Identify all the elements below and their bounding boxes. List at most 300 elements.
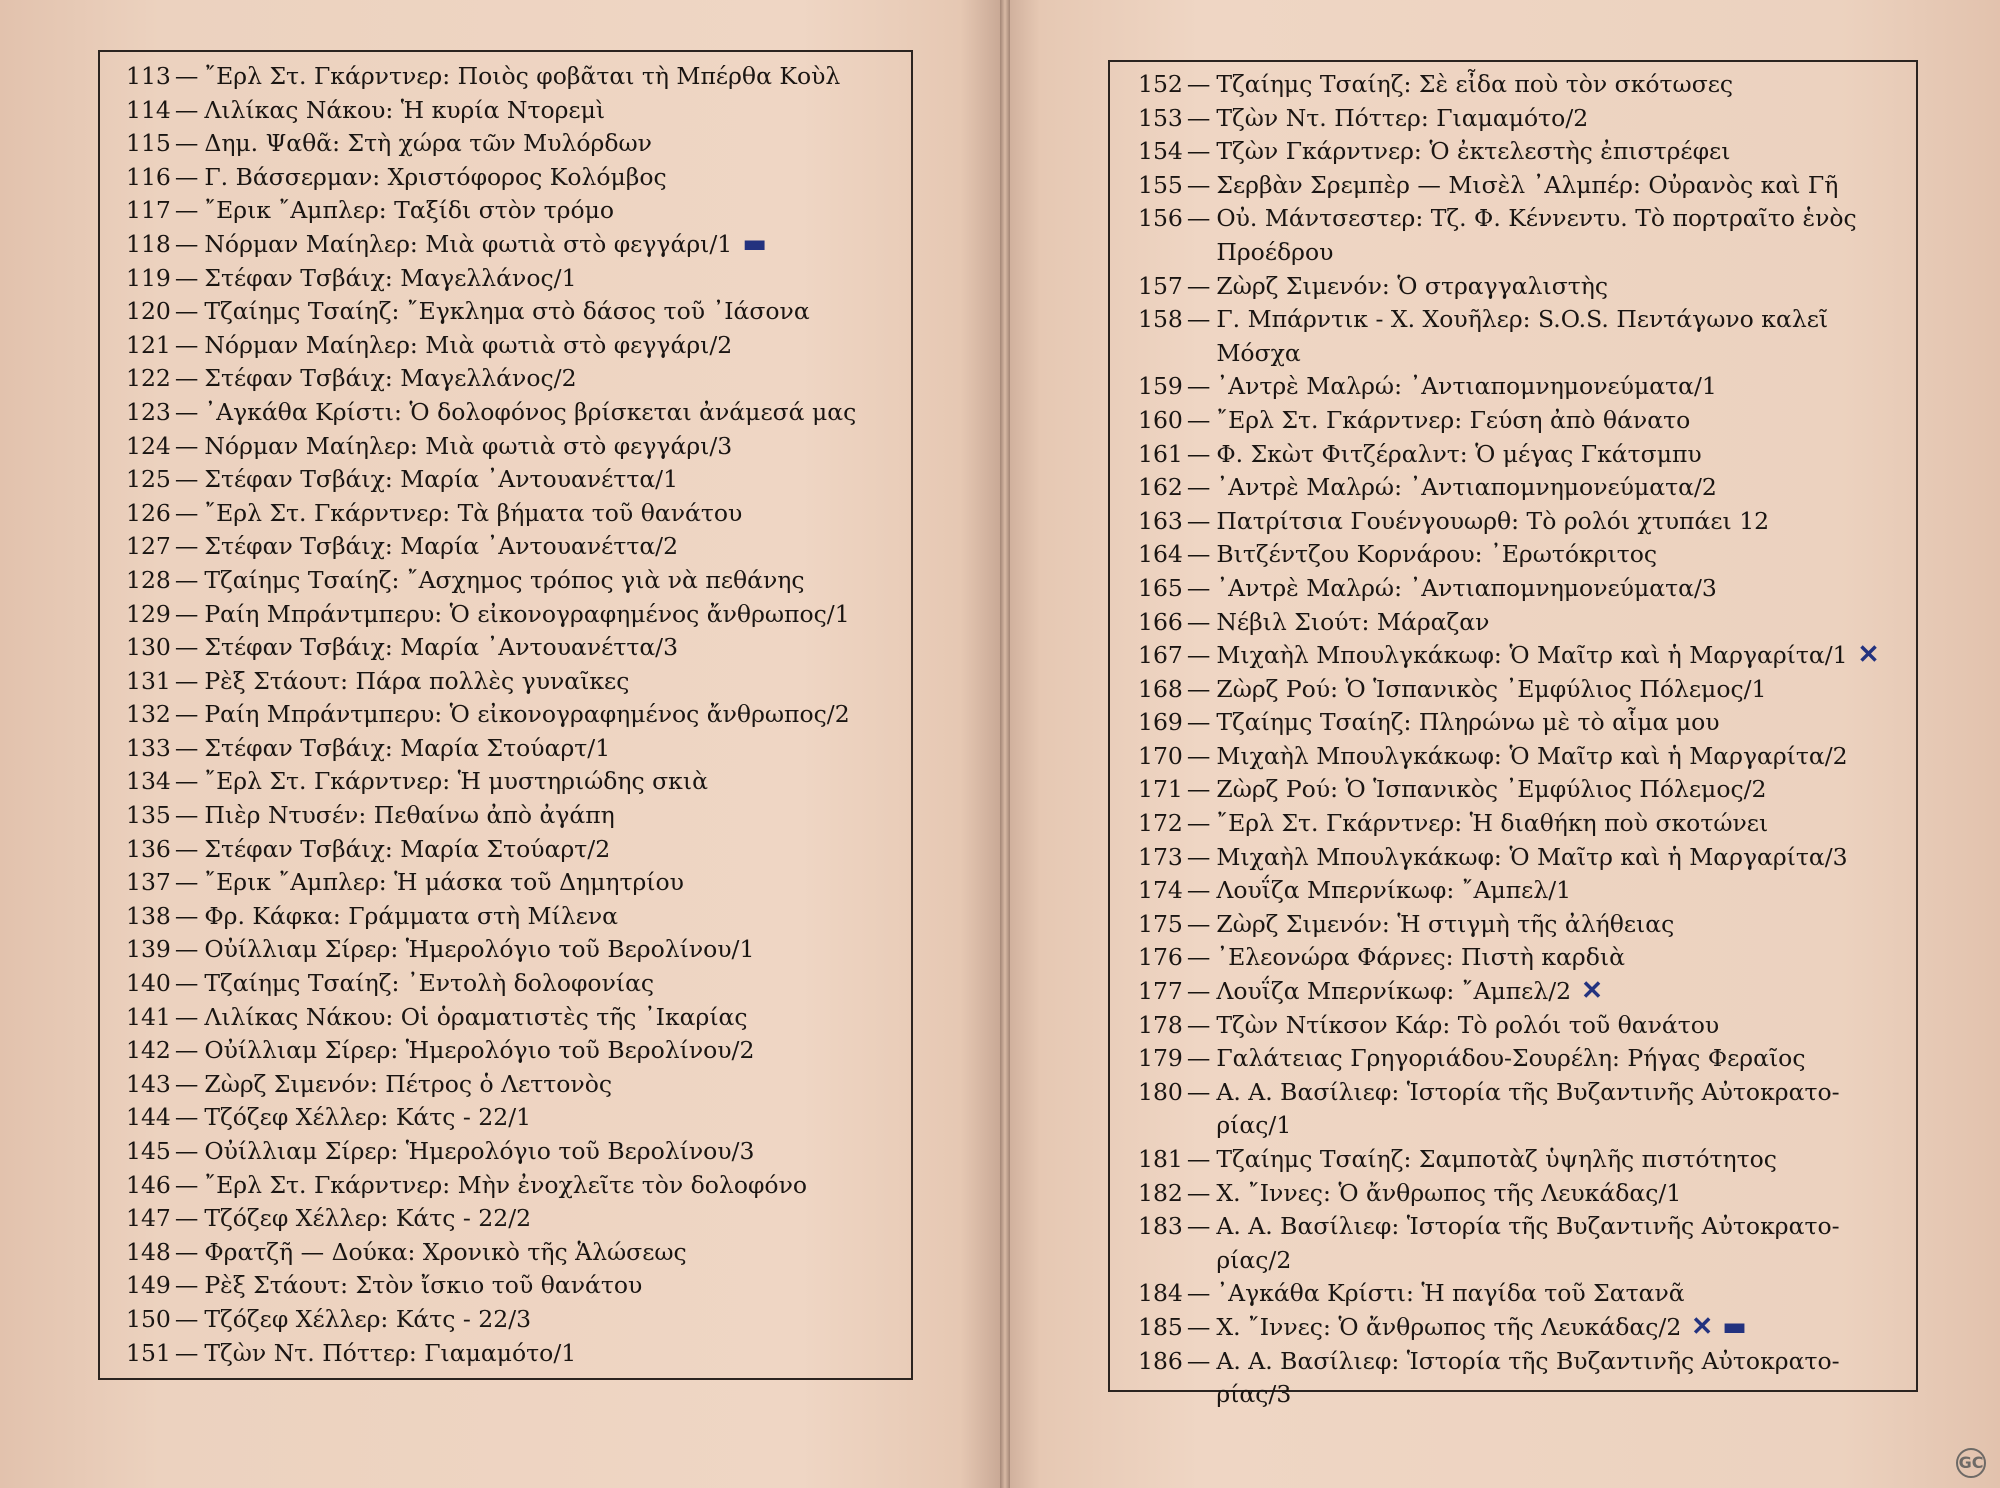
entry-title — [204, 127, 896, 161]
entry-title — [1216, 706, 1908, 740]
entry-number: 126 — [126, 498, 171, 527]
entry-title-text: Λουΐζα Μπερνίκωφ: ῎Αμπελ/1 — [1216, 876, 1572, 905]
entry-title — [1216, 941, 1908, 975]
entry-dash: — — [1186, 775, 1211, 804]
entry-dash: — — [1186, 1312, 1211, 1341]
entry-number: 122 — [126, 364, 171, 393]
watermark-logo: GC — [1956, 1448, 1986, 1478]
entry-number: 171 — [1138, 775, 1183, 804]
entry-title-text: Νόρμαν Μαίηλερ: Μιὰ φωτιὰ στὸ φεγγάρι/2 — [204, 330, 733, 359]
entry-number: 137 — [126, 868, 171, 897]
entry-title — [1216, 740, 1908, 774]
entry-number: 184 — [1138, 1279, 1183, 1308]
list-item — [1138, 303, 1908, 370]
entry-title — [204, 1068, 896, 1102]
entry-dash: — — [174, 834, 199, 863]
list-item — [1138, 1277, 1908, 1311]
list-item — [126, 564, 896, 598]
entry-dash: — — [174, 733, 199, 762]
list-item — [126, 329, 896, 363]
entry-title-text: Τζαίημς Τσαίηζ: ᾽Εντολὴ δολοφονίας — [204, 969, 655, 998]
entry-title — [1216, 975, 1908, 1009]
entry-title — [204, 530, 896, 564]
entry-dash: — — [174, 935, 199, 964]
entry-number: 164 — [1138, 540, 1183, 569]
entry-number: 170 — [1138, 741, 1183, 770]
entry-dash: — — [174, 465, 199, 494]
entry-title-text: Τζόζεφ Χέλλερ: Κάτς - 22/1 — [204, 1103, 532, 1132]
entry-number: 120 — [126, 297, 171, 326]
entry-title-text: Λουΐζα Μπερνίκωφ: ῎Αμπελ/2 — [1216, 977, 1572, 1006]
list-item — [126, 765, 896, 799]
entry-dash: — — [174, 666, 199, 695]
entry-title — [1216, 404, 1908, 438]
list-item — [126, 1034, 896, 1068]
pen-mark-icon: ▬ — [742, 228, 767, 259]
entry-title-text: Τζὼν Ντ. Πόττερ: Γιαμαμότο/1 — [204, 1338, 577, 1367]
entry-number: 133 — [126, 733, 171, 762]
entry-title — [204, 497, 896, 531]
entry-title-text: Ζὼρζ Σιμενόν: Πέτρος ὁ Λεττονὸς — [204, 1069, 613, 1098]
entry-title — [1216, 1210, 1908, 1277]
list-item — [126, 94, 896, 128]
entry-dash: — — [174, 1002, 199, 1031]
entry-title-text: ᾽Αγκάθα Κρίστι: Ὁ δολοφόνος βρίσκεται ἀνάμεσά μας — [204, 397, 857, 426]
entry-title-text: Στέφαν Τσβάιχ: Μαγελλάνος/1 — [204, 263, 577, 292]
pen-mark-icon: ✕ — [1857, 640, 1880, 671]
entry-title-continuation: ρίας/3 — [1216, 1380, 1292, 1409]
list-item — [126, 732, 896, 766]
list-item — [126, 1068, 896, 1102]
entry-dash: — — [1186, 137, 1211, 166]
entry-number: 160 — [1138, 405, 1183, 434]
list-item — [126, 1101, 896, 1135]
entry-title-text: Τζόζεφ Χέλλερ: Κάτς - 22/3 — [204, 1304, 532, 1333]
entry-number: 136 — [126, 834, 171, 863]
entry-number: 130 — [126, 633, 171, 662]
entry-number: 155 — [1138, 170, 1183, 199]
entry-title-text: Στέφαν Τσβάιχ: Μαρία ᾽Αντουανέττα/3 — [204, 633, 679, 662]
entry-title-text: Τζαίημς Τσαίηζ: Σὲ εἶδα ποὺ τὸν σκότωσες — [1216, 70, 1734, 98]
entry-title-text: Ζὼρζ Ρού: Ὁ Ἱσπανικὸς ᾽Εμφύλιος Πόλεμος/2 — [1216, 775, 1767, 804]
list-item — [126, 967, 896, 1001]
entry-title-text: Στέφαν Τσβάιχ: Μαρία ᾽Αντουανέττα/2 — [204, 532, 679, 561]
entry-number: 127 — [126, 532, 171, 561]
entry-title-text: ῎Ερλ Στ. Γκάρντνερ: Γεύση ἀπὸ θάνατο — [1216, 405, 1691, 434]
entry-title-text: Μιχαὴλ Μπουλγκάκωφ: Ὁ Μαῖτρ καὶ ἡ Μαργαρίτα/3 — [1216, 842, 1848, 871]
entry-title-text: ᾽Αντρὲ Μαλρώ: ᾽Αντιαπομνημονεύματα/3 — [1216, 573, 1717, 602]
list-item — [126, 127, 896, 161]
entry-title-text: Πατρίτσια Γουένγουωρθ: Τὸ ρολόι χτυπάει 12 — [1216, 506, 1770, 535]
entry-title — [1216, 1277, 1908, 1311]
list-item — [1138, 471, 1908, 505]
entry-number: 121 — [126, 330, 171, 359]
entry-title-text: Ραίη Μπράντμπερυ: Ὁ εἰκονογραφημένος ἄνθρωπος/1 — [204, 599, 850, 628]
entry-title-text: Βιτζέντζου Κορνάρου: ᾽Ερωτόκριτος — [1216, 540, 1658, 569]
entry-title — [204, 1303, 896, 1337]
entry-dash: — — [174, 364, 199, 393]
entry-dash: — — [174, 633, 199, 662]
entry-number: 132 — [126, 700, 171, 729]
entry-number: 141 — [126, 1002, 171, 1031]
entry-title-text: Ραίη Μπράντμπερυ: Ὁ εἰκονογραφημένος ἄνθρωπος/2 — [204, 700, 850, 729]
entry-title — [204, 329, 896, 363]
list-item — [126, 530, 896, 564]
entry-dash: — — [1186, 876, 1211, 905]
entry-dash: — — [1186, 1346, 1211, 1375]
entry-dash: — — [174, 1304, 199, 1333]
entry-number: 146 — [126, 1170, 171, 1199]
entry-title — [204, 1001, 896, 1035]
entry-number: 175 — [1138, 909, 1183, 938]
entry-dash: — — [1186, 809, 1211, 838]
entry-title — [1216, 1042, 1908, 1076]
entry-number: 115 — [126, 129, 171, 158]
entry-title-text: Νέβιλ Σιούτ: Μάραζαν — [1216, 607, 1490, 636]
entry-title — [204, 598, 896, 632]
entry-number: 167 — [1138, 641, 1183, 670]
entry-dash: — — [1186, 909, 1211, 938]
list-item — [126, 1269, 896, 1303]
entry-title-text: Σερβὰν Σρεμπὲρ — Μισὲλ ᾽Αλμπέρ: Οὐρανὸς καὶ Γῆ — [1216, 170, 1839, 199]
list-item — [1138, 874, 1908, 908]
pen-mark-icon: ✕ — [1581, 976, 1603, 1007]
entry-dash: — — [174, 129, 199, 158]
entry-title — [1216, 639, 1908, 673]
entry-title-text: Στέφαν Τσβάιχ: Μαρία Στούαρτ/2 — [204, 834, 611, 863]
entry-dash: — — [174, 1338, 199, 1367]
list-item — [126, 598, 896, 632]
entry-title-text: Α. Α. Βασίλιεφ: Ἱστορία τῆς Βυζαντινῆς Αὐτοκρατο- — [1216, 1212, 1840, 1241]
entry-number: 158 — [1138, 305, 1183, 334]
entry-title — [204, 161, 896, 195]
entry-title-text: Γαλάτειας Γρηγοριάδου-Σουρέλη: Ρήγας Φεραῖος — [1216, 1044, 1806, 1073]
list-item — [126, 665, 896, 699]
entry-title-text: Τζαίημς Τσαίηζ: ῎Ασχημος τρόπος γιὰ νὰ πεθάνης — [204, 565, 805, 594]
entry-number: 173 — [1138, 842, 1183, 871]
entry-dash: — — [1186, 1010, 1211, 1039]
entry-title-text: Οὐίλλιαμ Σίρερ: Ἡμερολόγιο τοῦ Βερολίνου/1 — [204, 935, 755, 964]
entry-title — [204, 228, 896, 262]
entry-dash: — — [174, 1036, 199, 1065]
list-item — [126, 631, 896, 665]
entry-number: 143 — [126, 1069, 171, 1098]
entry-title — [204, 564, 896, 598]
list-item — [1138, 1177, 1908, 1211]
entry-title — [1216, 773, 1908, 807]
list-item — [126, 799, 896, 833]
entry-title — [1216, 438, 1908, 472]
entry-title-text: Οὐίλλιαμ Σίρερ: Ἡμερολόγιο τοῦ Βερολίνου/3 — [204, 1137, 755, 1165]
entry-dash: — — [1186, 1077, 1211, 1106]
list-item — [1138, 370, 1908, 404]
entry-number: 181 — [1138, 1145, 1183, 1173]
entry-title-continuation: ρίας/2 — [1216, 1245, 1292, 1274]
entry-dash: — — [1186, 204, 1211, 233]
list-item — [1138, 68, 1908, 102]
entry-number: 116 — [126, 162, 171, 191]
entry-title — [204, 1169, 896, 1203]
entry-number: 131 — [126, 666, 171, 695]
entry-title-continuation: Προέδρου — [1216, 237, 1334, 266]
entry-title — [1216, 202, 1908, 269]
entry-title-text: Γ. Μπάρντικ - Χ. Χουῆλερ: S.O.S. Πεντάγωνο καλεῖ — [1216, 305, 1829, 334]
entry-dash: — — [1186, 674, 1211, 703]
entry-title — [204, 295, 896, 329]
list-item — [1138, 1076, 1908, 1143]
list-item — [126, 396, 896, 430]
list-item — [1138, 1042, 1908, 1076]
entry-title-text: ῎Ερλ Στ. Γκάρντνερ: Ποιὸς φοβᾶται τὴ Μπέρθα Κοὺλ — [204, 62, 841, 90]
entry-title — [204, 1101, 896, 1135]
entry-number: 165 — [1138, 573, 1183, 602]
list-item — [126, 161, 896, 195]
entry-dash: — — [174, 397, 199, 426]
list-item — [126, 262, 896, 296]
entry-title — [204, 60, 896, 94]
entry-number: 118 — [126, 229, 171, 258]
entry-dash: — — [1186, 1044, 1211, 1073]
list-item — [126, 1001, 896, 1035]
entry-number: 123 — [126, 397, 171, 426]
entry-title-text: Οὐίλλιαμ Σίρερ: Ἡμερολόγιο τοῦ Βερολίνου/2 — [204, 1036, 755, 1065]
entry-number: 128 — [126, 565, 171, 594]
entry-dash: — — [1186, 977, 1211, 1006]
entry-title-text: Ζὼρζ Σιμενόν: Ἡ στιγμὴ τῆς ἀλήθειας — [1216, 909, 1675, 938]
entry-title — [204, 1135, 896, 1169]
pen-mark-icon: ✕ ▬ — [1691, 1311, 1747, 1342]
entry-dash: — — [1186, 305, 1211, 334]
entry-title — [1216, 1143, 1908, 1177]
entry-dash: — — [1186, 271, 1211, 300]
entry-title-text: Ρὲξ Στάουτ: Στὸν ἴσκιο τοῦ θανάτου — [204, 1271, 643, 1300]
list-item — [1138, 505, 1908, 539]
list-item — [1138, 706, 1908, 740]
list-item — [1138, 773, 1908, 807]
entry-dash: — — [174, 1170, 199, 1199]
entry-number: 178 — [1138, 1010, 1183, 1039]
list-item — [126, 698, 896, 732]
list-item — [126, 497, 896, 531]
entry-title — [1216, 874, 1908, 908]
entry-title — [204, 933, 896, 967]
entry-number: 154 — [1138, 137, 1183, 166]
entry-dash: — — [174, 498, 199, 527]
entry-dash: — — [1186, 103, 1211, 132]
entry-title — [1216, 841, 1908, 875]
entry-title-text: Τζαίημς Τσαίηζ: ῎Εγκλημα στὸ δάσος τοῦ ᾽Ιάσονα — [204, 297, 810, 326]
entry-dash: — — [1186, 573, 1211, 602]
entry-title — [1216, 572, 1908, 606]
entry-title — [1216, 807, 1908, 841]
entry-title-text: ῎Ερικ ῎Αμπλερ: Ἡ μάσκα τοῦ Δημητρίου — [204, 868, 684, 897]
entry-title-text: Πιὲρ Ντυσέν: Πεθαίνω ἀπὸ ἀγάπη — [204, 801, 615, 830]
list-item — [1138, 102, 1908, 136]
entry-title-text: Ζὼρζ Σιμενόν: Ὁ στραγγαλιστὴς — [1216, 271, 1608, 300]
entry-dash: — — [174, 162, 199, 191]
entry-title-text: Μιχαὴλ Μπουλγκάκωφ: Ὁ Μαῖτρ καὶ ἡ Μαργαρίτα/2 — [1216, 741, 1848, 770]
entry-title — [204, 362, 896, 396]
entry-dash: — — [174, 297, 199, 326]
entry-title — [1216, 270, 1908, 304]
entry-title — [204, 665, 896, 699]
entry-number: 186 — [1138, 1346, 1183, 1375]
entry-title — [204, 732, 896, 766]
entry-number: 182 — [1138, 1178, 1183, 1207]
entry-dash: — — [174, 196, 199, 225]
entry-title-text: Φρ. Κάφκα: Γράμματα στὴ Μίλενα — [204, 901, 619, 930]
entry-number: 169 — [1138, 708, 1183, 737]
entry-number: 161 — [1138, 439, 1183, 468]
entry-number: 150 — [126, 1304, 171, 1333]
entry-dash: — — [174, 599, 199, 628]
left-title-list — [126, 60, 896, 1370]
entry-title-text: Μιχαὴλ Μπουλγκάκωφ: Ὁ Μαῖτρ καὶ ἡ Μαργαρίτα/1 — [1216, 641, 1848, 670]
entry-dash: — — [174, 1137, 199, 1165]
entry-number: 134 — [126, 767, 171, 796]
entry-number: 172 — [1138, 809, 1183, 838]
entry-title — [1216, 1345, 1908, 1412]
entry-dash: — — [174, 431, 199, 460]
entry-title-text: ῎Ερλ Στ. Γκάρντνερ: Τὰ βήματα τοῦ θανάτου — [204, 498, 743, 527]
entry-number: 185 — [1138, 1312, 1183, 1341]
entry-dash: — — [1186, 405, 1211, 434]
entry-title-text: ῎Ερικ ῎Αμπλερ: Ταξίδι στὸν τρόμο — [204, 196, 615, 225]
left-page-frame — [98, 50, 913, 1380]
list-item — [1138, 572, 1908, 606]
list-item — [126, 1135, 896, 1169]
list-item — [126, 1202, 896, 1236]
entry-dash: — — [174, 700, 199, 729]
list-item — [126, 463, 896, 497]
entry-title-text: Α. Α. Βασίλιεφ: Ἱστορία τῆς Βυζαντινῆς Αὐτοκρατο- — [1216, 1346, 1840, 1375]
list-item — [126, 228, 896, 262]
entry-title-continuation: ρίας/1 — [1216, 1111, 1292, 1140]
entry-title — [204, 430, 896, 464]
entry-dash: — — [1186, 439, 1211, 468]
list-item — [1138, 740, 1908, 774]
list-item — [126, 60, 896, 94]
entry-title-text: Στέφαν Τσβάιχ: Μαγελλάνος/2 — [204, 364, 577, 393]
entry-dash: — — [1186, 70, 1211, 98]
right-page — [1000, 0, 2000, 1488]
entry-title — [1216, 135, 1908, 169]
entry-title-text: Α. Α. Βασίλιεφ: Ἱστορία τῆς Βυζαντινῆς Αὐτοκρατο- — [1216, 1077, 1840, 1106]
list-item — [1138, 202, 1908, 269]
entry-title — [1216, 303, 1908, 370]
entry-number: 129 — [126, 599, 171, 628]
entry-title — [1216, 169, 1908, 203]
list-item — [1138, 169, 1908, 203]
entry-dash: — — [174, 767, 199, 796]
entry-number: 149 — [126, 1271, 171, 1300]
entry-title-text: Τζόζεφ Χέλλερ: Κάτς - 22/2 — [204, 1204, 532, 1233]
entry-title — [204, 799, 896, 833]
list-item — [126, 933, 896, 967]
list-item — [1138, 807, 1908, 841]
entry-title-text: Λιλίκας Νάκου: Ἡ κυρία Ντορεμὶ — [204, 95, 606, 124]
entry-dash: — — [1186, 1212, 1211, 1241]
list-item — [1138, 404, 1908, 438]
entry-number: 176 — [1138, 943, 1183, 972]
entry-title — [1216, 102, 1908, 136]
entry-title-text: ῎Ερλ Στ. Γκάρντνερ: Ἡ μυστηριώδης σκιὰ — [204, 767, 708, 796]
entry-title — [1216, 505, 1908, 539]
entry-title — [204, 396, 896, 430]
entry-title — [1216, 673, 1908, 707]
entry-dash: — — [1186, 1145, 1211, 1173]
entry-title-text: Τζὼν Ντίκσον Κάρ: Τὸ ρολόι τοῦ θανάτου — [1216, 1010, 1720, 1039]
entry-title — [204, 194, 896, 228]
entry-title-text: Τζαίημς Τσαίηζ: Πληρώνω μὲ τὸ αἷμα μου — [1216, 708, 1720, 737]
list-item — [126, 1303, 896, 1337]
entry-number: 180 — [1138, 1077, 1183, 1106]
list-item — [1138, 1210, 1908, 1277]
entry-dash: — — [1186, 741, 1211, 770]
entry-title — [204, 463, 896, 497]
entry-title — [1216, 1009, 1908, 1043]
entry-number: 177 — [1138, 977, 1183, 1006]
entry-number: 142 — [126, 1036, 171, 1065]
entry-title — [204, 765, 896, 799]
list-item — [1138, 1345, 1908, 1412]
list-item — [1138, 1009, 1908, 1043]
entry-title-text: Τζαίημς Τσαίηζ: Σαμποτὰζ ὑψηλῆς πιστότητος — [1216, 1145, 1777, 1173]
entry-title-text: Οὐ. Μάντσεστερ: Τζ. Φ. Κέννεντυ. Τὸ πορτραῖτο ἑνὸς — [1216, 204, 1857, 233]
list-item — [1138, 438, 1908, 472]
entry-title-text: Λιλίκας Νάκου: Οἱ ὁραματιστὲς τῆς ᾽Ικαρίας — [204, 1002, 748, 1031]
entry-title-text: Χ. ῎Ιννες: Ὁ ἄνθρωπος τῆς Λευκάδας/2 — [1216, 1312, 1682, 1341]
entry-title — [1216, 68, 1908, 102]
list-item — [1138, 135, 1908, 169]
entry-title — [204, 262, 896, 296]
entry-dash: — — [1186, 842, 1211, 871]
list-item — [1138, 1143, 1908, 1177]
right-title-list — [1138, 68, 1908, 1412]
entry-dash: — — [1186, 1279, 1211, 1308]
entry-title-text: ῎Ερλ Στ. Γκάρντνερ: Μὴν ἐνοχλεῖτε τὸν δολοφόνο — [204, 1170, 808, 1199]
entry-dash: — — [1186, 170, 1211, 199]
entry-title — [1216, 370, 1908, 404]
entry-number: 183 — [1138, 1212, 1183, 1241]
entry-dash: — — [1186, 708, 1211, 737]
entry-dash: — — [1186, 540, 1211, 569]
entry-dash: — — [174, 263, 199, 292]
entry-number: 153 — [1138, 103, 1183, 132]
entry-title-text: Στέφαν Τσβάιχ: Μαρία ᾽Αντουανέττα/1 — [204, 465, 679, 494]
entry-number: 145 — [126, 1137, 171, 1165]
entry-dash: — — [174, 95, 199, 124]
entry-dash: — — [1186, 641, 1211, 670]
entry-title — [204, 900, 896, 934]
entry-number: 138 — [126, 901, 171, 930]
list-item — [1138, 1311, 1908, 1345]
list-item — [126, 194, 896, 228]
entry-title — [204, 631, 896, 665]
entry-dash: — — [174, 1069, 199, 1098]
entry-dash: — — [174, 901, 199, 930]
entry-title-text: Γ. Βάσσερμαν: Χριστόφορος Κολόμβος — [204, 162, 667, 191]
list-item — [1138, 673, 1908, 707]
entry-title-text: Χ. ῎Ιννες: Ὁ ἄνθρωπος τῆς Λευκάδας/1 — [1216, 1178, 1682, 1207]
entry-number: 157 — [1138, 271, 1183, 300]
entry-number: 135 — [126, 801, 171, 830]
entry-number: 114 — [126, 95, 171, 124]
entry-title-text: ᾽Αντρὲ Μαλρώ: ᾽Αντιαπομνημονεύματα/2 — [1216, 473, 1717, 502]
entry-title-text: Νόρμαν Μαίηλερ: Μιὰ φωτιὰ στὸ φεγγάρι/3 — [204, 431, 733, 460]
entry-title-text: ᾽Αντρὲ Μαλρώ: ᾽Αντιαπομνημονεύματα/1 — [1216, 372, 1717, 401]
entry-title-continuation: Μόσχα — [1216, 338, 1301, 367]
